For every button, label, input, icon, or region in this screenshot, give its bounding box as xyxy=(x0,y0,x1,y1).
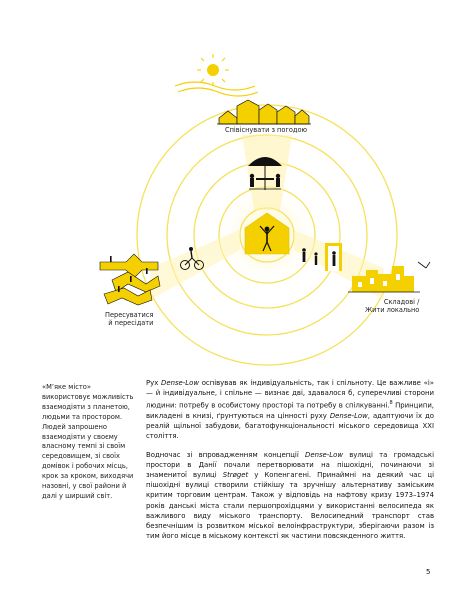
p1-segment-c: Принципи, викладені в книзі, ґрунтуються на цінності руху xyxy=(146,401,434,420)
label-move-and-transfer xyxy=(105,311,153,328)
p2-segment-c: у Копенгагені. Принаймні на деякий час ці пішохідні вулиці створили стійкішу та зручнішу альтернативу заміським критим торговим центрам. Також у відповідь на нафтову кризу 1973–1974 років данські міста стали першопрохідцями у використанні велосипеда як важливого виду міського транспорту. Велосипедний транспорт став безпечнішим із розвитком міської велоінфраструктури, зберігаючи разом із тим його місце в міському контексті як частини повсякденного життя. xyxy=(146,470,434,541)
label-components-line2: Жити локально xyxy=(365,306,420,315)
label-coexist-with-weather: Співіснувати з погодою xyxy=(225,126,308,134)
sun-icon xyxy=(175,54,258,96)
p1-segment-b: оспівував як індивідуальність, так і спільноту. Це важливе «і» — й індивідуальне, і спільне — визнає дві, здавалося б, суперечливі сторони людини: потребу в особистому просторі та потребу в спілкуванні. xyxy=(146,379,434,410)
p1-segment-d: , адаптуючи їх до реалій щільної забудови, багатофункціональності міського середовища XXI століття. xyxy=(146,411,435,441)
p1-dense-low-1: Dense-Low xyxy=(161,379,199,387)
label-move-line1: Пересуватися xyxy=(105,311,154,319)
doorway-icon xyxy=(325,243,342,271)
p2-dense-low: Dense-Low xyxy=(305,450,343,459)
main-text xyxy=(146,378,434,549)
houses-icon xyxy=(217,100,311,124)
page-number: 5 xyxy=(426,568,431,576)
sidebar-text: «М’яке місто» використовує можливість взаємодіяти з планетою, людьми та простором. Людей запрошено взаємодіяти у своєму власному темпі зі своїм середовищем, зі своїх домівок і робочих місць, крок за кроком, виходячи назовні, у свої райони й далі у ширший світ. xyxy=(42,383,134,500)
p2-segment-a: Водночас зі впровадженням концепції xyxy=(146,450,306,459)
p1-segment-a: Рух xyxy=(146,379,162,387)
label-components-line1: Складові / xyxy=(383,298,420,306)
p2-street-name: Strøget xyxy=(222,470,249,479)
sidebar-caption xyxy=(42,383,136,502)
p1-dense-low-2: Dense-Low xyxy=(329,411,368,420)
label-components-live-locally xyxy=(365,298,419,315)
label-move-line2: й пересідати xyxy=(108,319,154,328)
paragraph-2 xyxy=(146,450,434,542)
p2-segment-b: вулиці та громадські простори в Данії почали перетворювати на пішохідні, починаючи зі знаменитої вулиці xyxy=(146,450,434,479)
footnote-marker: 8 xyxy=(389,400,393,407)
paragraph-1 xyxy=(146,378,434,442)
